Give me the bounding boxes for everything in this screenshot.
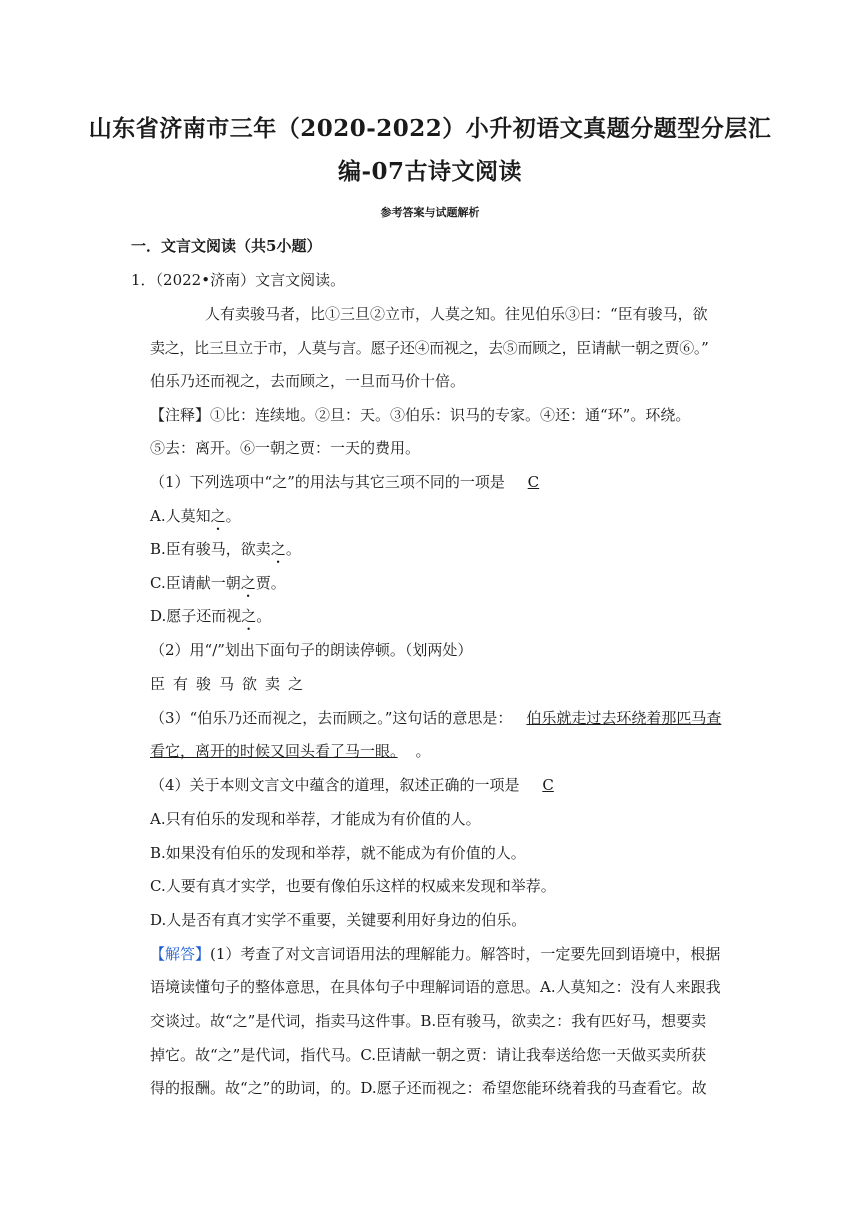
question-stem-text: （3）“伯乐乃还而视之，去而顾之。”这句话的意思是： [150,709,513,727]
passage-line: 卖之，比三旦立于市，人莫与言。愿子还④而视之，去⑤而顾之，臣请献一朝之贾⑥。” [150,339,709,357]
option-text: D.愿子还而视 [150,607,242,625]
solution-line: 得的报酬。故“之”的助词，的。D.愿子还而视之：希望您能环绕着我的马查看它。故 [150,1079,707,1097]
emphasized-char: 之 [210,507,226,525]
option-text: 。 [225,507,241,525]
question-3-answer [150,741,431,761]
page-title-line-1: 山东省济南市三年（2020-2022）小升初语文真题分题型分层汇 [88,115,772,142]
option-d [150,606,271,634]
notes-line: 【注释】①比：连续地。②旦：天。③伯乐：识马的专家。④还：通“环”。环绕。 [150,406,691,424]
question-2-sentence: 臣有骏马欲卖之 [150,675,312,693]
option-c [150,573,286,601]
question-stem-text: （1）下列选项中“之”的用法与其它三项不同的一项是 [150,473,505,491]
question-4-stem [150,775,568,795]
option-b [150,539,301,567]
passage-line: 伯乐乃还而视之，去而顾之，一旦而马价十倍。 [150,372,466,390]
page-title-line-2: 编-07古诗文阅读 [337,158,523,185]
solution-label: 【解答】 [150,945,211,963]
question-intro: 1．（2022•济南）文言文阅读。 [131,271,346,289]
option-text: B.臣有骏马，欲卖 [150,540,271,558]
solution-line: 交谈过。故“之”是代词，指卖马这件事。B.臣有骏马，欲卖之：我有匹好马，想要卖 [150,1012,707,1030]
question-2-stem: （2）用“/”划出下面句子的朗读停顿。（划两处） [150,641,473,659]
question-3-stem [150,708,721,728]
solution-text: (1）考查了对文言词语用法的理解能力。解答时，一定要先回到语境中，根据 [210,945,721,963]
notes-line: ⑤去：离开。⑥一朝之贾：一天的费用。 [150,439,421,457]
answer-blank: C [527,473,540,491]
passage-line: 人有卖骏马者，比①三旦②立市，人莫之知。往见伯乐③曰：“臣有骏马，欲 [205,305,708,323]
punctuation: 。 [415,742,431,760]
option-text: 贾。 [255,574,286,592]
answer-text: 看它，离开的时候又回头看了马一眼。 [150,742,398,760]
solution-line: 语境读懂句子的整体意思，在具体句子中理解词语的意思。A.人莫知之：没有人来跟我 [150,978,721,996]
question-1-stem [150,472,553,492]
option-d: D.人是否有真才实学不重要，关键要利用好身边的伯乐。 [150,911,527,929]
emphasized-char: 之 [240,574,256,592]
option-b: B.如果没有伯乐的发现和举荐，就不能成为有价值的人。 [150,844,526,862]
option-text: 。 [285,540,301,558]
solution-line: 掉它。故“之”是代词，指代马。C.臣请献一朝之贾：请让我奉送给您一天做买卖所获 [150,1046,707,1064]
emphasized-char: 之 [241,607,257,625]
option-a: A.只有伯乐的发现和举荐，才能成为有价值的人。 [150,810,481,828]
question-stem-text: （4）关于本则文言文中蕴含的道理，叙述正确的一项是 [150,776,520,794]
section-heading: 一．文言文阅读（共5小题） [131,237,322,255]
option-c: C.人要有真才实学，也要有像伯乐这样的权威来发现和举荐。 [150,877,556,895]
option-a [150,506,241,534]
page-subtitle: 参考答案与试题解析 [380,206,480,219]
option-text: C.臣请献一朝 [150,574,241,592]
option-text: 。 [256,607,272,625]
answer-blank: C [542,776,554,794]
answer-text: 伯乐就走过去环绕着那匹马查 [526,709,722,727]
solution-line [150,944,720,964]
option-text: A.人莫知 [150,507,211,525]
emphasized-char: 之 [270,540,286,558]
